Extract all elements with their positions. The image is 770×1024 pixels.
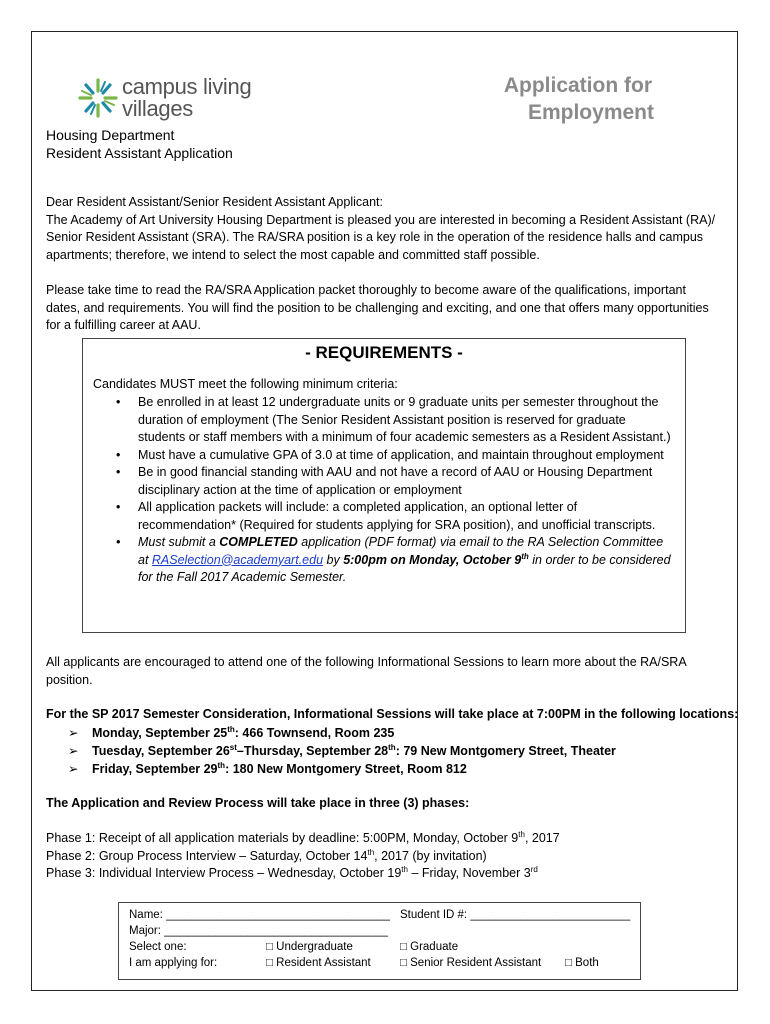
- selection-email-link[interactable]: RASelection@academyart.edu: [151, 552, 324, 567]
- bullet-icon: •: [116, 447, 121, 462]
- sessions-intro: All applicants are encouraged to attend one of the following Informational Sessions to learn more about the RA/SRA position.: [46, 655, 686, 687]
- arrow-bullet-icon: ➢: [68, 726, 79, 740]
- requirements-box: [82, 338, 686, 633]
- graduate-checkbox[interactable]: □ Graduate: [400, 941, 459, 953]
- requirement-item: • Be enrolled in at least 12 undergraduate units or 9 graduate units per semester throughout the duration of employment (The Senior Resident Assistant position is reserved for graduate students or staff members with a minimum of four academic semesters as a Resident Assistant.): [116, 395, 671, 444]
- both-checkbox[interactable]: □ Both: [565, 957, 599, 969]
- resident-assistant-checkbox[interactable]: □ Resident Assistant: [266, 957, 371, 969]
- major-field[interactable]: Major: ___________________________________: [129, 925, 388, 937]
- salutation: Dear Resident Assistant/Senior Resident Assistant Applicant:: [46, 195, 383, 209]
- campus-living-villages-logo: [76, 72, 266, 124]
- phase-3: Phase 3: Individual Interview Process – Wednesday, October 19th – Friday, November 3rd: [46, 864, 538, 880]
- document-title: [504, 72, 652, 126]
- phases-heading: The Application and Review Process will take place in three (3) phases:: [46, 796, 470, 810]
- undergraduate-checkbox[interactable]: □ Undergraduate: [266, 941, 353, 953]
- name-field[interactable]: Name: ___________________________________: [129, 909, 390, 921]
- sessions-heading: For the SP 2017 Semester Consideration, Informational Sessions will take place at 7:00PM in the following locations:: [46, 707, 739, 721]
- bullet-icon: •: [116, 535, 121, 549]
- bullet-icon: •: [116, 465, 121, 479]
- requirements-intro: Candidates MUST meet the following minimum criteria:: [93, 377, 398, 391]
- requirements-list: [93, 394, 673, 587]
- requirement-item: • Must have a cumulative GPA of 3.0 at time of application, and maintain throughout employment: [93, 447, 673, 465]
- title-line2: Employment: [527, 101, 654, 124]
- arrow-bullet-icon: ➢: [68, 744, 79, 758]
- requirement-item: • Be in good financial standing with AAU and not have a record of AAU or Housing Department disciplinary action at the time of application or employment: [116, 465, 653, 497]
- select-one-label: Select one:: [129, 941, 187, 953]
- phase-1: Phase 1: Receipt of all application materials by deadline: 5:00PM, Monday, October 9th, 2017: [46, 829, 560, 845]
- applicant-info-form: [118, 902, 641, 980]
- starburst-logo-icon: [76, 76, 120, 120]
- dept-line2: Resident Assistant Application: [46, 145, 233, 161]
- session-item: ➢ Tuesday, September 26st–Thursday, September 28th: 79 New Montgomery Street, Theater: [68, 742, 616, 758]
- department-heading: [46, 126, 233, 162]
- logo-text-line1: campus living: [122, 74, 252, 99]
- intro-paragraph-2: Please take time to read the RA/SRA Application packet thoroughly to become aware of the qualifications, important dates, and requirements. You will find the position to be challenging and exciting, and one that offers many opportunities for a fulfilling career at AAU.: [46, 283, 709, 332]
- requirement-item: • All application packets will include: a completed application, an optional letter of recommendation* (Required for students applying for SRA position), and unofficial transcripts.: [116, 500, 656, 532]
- applying-for-label: I am applying for:: [129, 957, 218, 969]
- intro-letter: [46, 194, 716, 264]
- student-id-field[interactable]: Student ID #: _________________________: [400, 909, 631, 921]
- bullet-icon: •: [116, 395, 121, 409]
- bullet-icon: •: [116, 500, 121, 514]
- phases-list: [46, 830, 560, 883]
- phase-2: Phase 2: Group Process Interview – Saturday, October 14th, 2017 (by invitation): [46, 847, 487, 863]
- requirement-item-submission: • Must submit a COMPLETED application (PDF format) via email to the RA Selection Committee at RASelection@academyart.edu by 5:00pm on Monday, October 9th in order to be considered for the Fall 2017 Academic Semester.: [116, 535, 671, 584]
- arrow-bullet-icon: ➢: [68, 762, 79, 776]
- dept-line1: Housing Department: [46, 127, 175, 143]
- session-item: ➢ Monday, September 25th: 466 Townsend, Room 235: [68, 724, 395, 740]
- requirements-title: - REQUIREMENTS -: [305, 343, 463, 362]
- title-line1: Application for: [503, 74, 652, 97]
- session-item: ➢ Friday, September 29th: 180 New Montgomery Street, Room 812: [68, 760, 467, 776]
- senior-resident-assistant-checkbox[interactable]: □ Senior Resident Assistant: [400, 957, 542, 969]
- sessions-list: [68, 724, 616, 778]
- intro-paragraph-1: The Academy of Art University Housing Department is pleased you are interested in becoming a Resident Assistant (RA)/ Senior Resident Assistant (SRA). The RA/SRA position is a key role in the operation of the residence halls and campus apartments; therefore, we intend to select the most capable and committed staff possible.: [46, 212, 716, 262]
- logo-text-line2: villages: [122, 96, 193, 121]
